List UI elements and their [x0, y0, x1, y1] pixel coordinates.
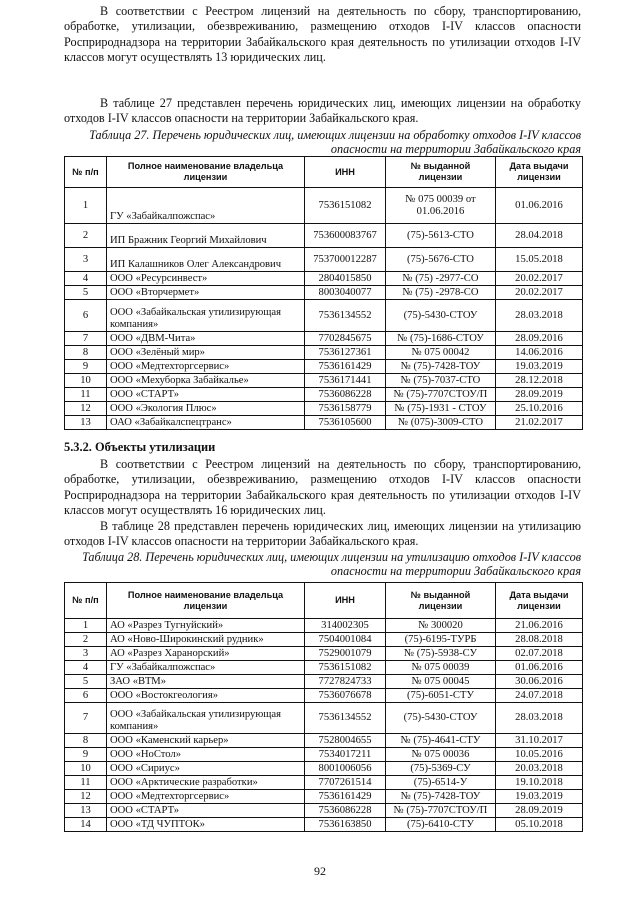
cell-owner-name: ООО «Медтехторгсервис» [107, 360, 305, 374]
table-row [65, 647, 583, 661]
table-row [65, 804, 583, 818]
cell-inn: 7536161429 [305, 790, 386, 804]
cell-license-number: № 075 00039 от 01.06.2016 [386, 188, 496, 224]
cell-owner-name: ИП Калашников Олег Александрович [107, 248, 305, 272]
cell-owner-name: ООО «Забайкальская утилизирующая компания» [107, 300, 305, 332]
cell-num: 10 [65, 374, 107, 388]
cell-issue-date: 24.07.2018 [496, 689, 583, 703]
paragraph-table28-intro: В таблице 28 представлен перечень юридических лиц, имеющих лицензии на утилизацию отходов I-IV классов опасности на территории Забайкальского края. [64, 519, 581, 549]
paragraph-intro-processing: В соответствии с Реестром лицензий на деятельность по сбору, транспортированию, обработке, утилизации, обезвреживанию, размещению отходов I-IV классов опасности Росприроднадзора на территории Забайкальского края деятельность по утилизации отходов I-IV классов могут осуществлять 13 юридических лиц. [64, 4, 581, 64]
cell-num: 2 [65, 224, 107, 248]
cell-inn: 7536086228 [305, 388, 386, 402]
cell-license-number: (75)-6051-СТУ [386, 689, 496, 703]
cell-owner-name: ООО «Каменский карьер» [107, 734, 305, 748]
cell-inn: 7536134552 [305, 703, 386, 734]
cell-owner-name: ООО «Сириус» [107, 762, 305, 776]
cell-issue-date: 28.09.2019 [496, 388, 583, 402]
header-date: Дата выдачи лицензии [496, 583, 583, 619]
table27 [64, 156, 583, 430]
cell-license-number: № 075 00039 [386, 661, 496, 675]
cell-issue-date: 14.06.2016 [496, 346, 583, 360]
cell-issue-date: 28.04.2018 [496, 224, 583, 248]
cell-inn: 7727824733 [305, 675, 386, 689]
cell-owner-name: ООО «Экология Плюс» [107, 402, 305, 416]
table27-body [65, 188, 583, 430]
cell-num: 14 [65, 818, 107, 832]
table-row [65, 388, 583, 402]
cell-inn: 7536151082 [305, 188, 386, 224]
cell-license-number: № (75)-4641-СТУ [386, 734, 496, 748]
cell-license-number: № (75)-7707СТОУ/П [386, 388, 496, 402]
paragraph-intro-utilization: В соответствии с Реестром лицензий на деятельность по сбору, транспортированию, обработке, утилизации, обезвреживанию, размещению отходов I-IV классов опасности Росприроднадзора на территории Забайкальского края деятельность по утилизации отходов I-IV классов могут осуществлять 16 юридических лиц. [64, 457, 581, 517]
table-row [65, 675, 583, 689]
cell-issue-date: 19.10.2018 [496, 776, 583, 790]
table-row [65, 360, 583, 374]
cell-inn: 7536134552 [305, 300, 386, 332]
cell-owner-name: ООО «СТАРТ» [107, 804, 305, 818]
cell-license-number: № (75)-5938-СУ [386, 647, 496, 661]
cell-license-number: № (075)-3009-СТО [386, 416, 496, 430]
cell-inn: 7536151082 [305, 661, 386, 675]
cell-inn: 7534017211 [305, 748, 386, 762]
cell-issue-date: 20.03.2018 [496, 762, 583, 776]
table-row [65, 703, 583, 734]
cell-owner-name: ГУ «Забайкалпожспас» [107, 661, 305, 675]
cell-num: 11 [65, 388, 107, 402]
table27-caption: Таблица 27. Перечень юридических лиц, имеющих лицензии на обработку отходов I-IV классов опасности на территории Забайкальского края [89, 128, 581, 156]
cell-inn: 7536086228 [305, 804, 386, 818]
cell-license-number: № 075 00042 [386, 346, 496, 360]
cell-inn: 7536105600 [305, 416, 386, 430]
table28-caption: Таблица 28. Перечень юридических лиц, имеющих лицензии на утилизацию отходов I-IV классов опасности на территории Забайкальского края [82, 550, 581, 578]
cell-issue-date: 28.09.2019 [496, 804, 583, 818]
table-row [65, 762, 583, 776]
cell-owner-name: АО «Разрез Харанорский» [107, 647, 305, 661]
header-license: № выданной лицензии [386, 583, 496, 619]
table28 [64, 582, 583, 832]
cell-num: 9 [65, 360, 107, 374]
cell-num: 6 [65, 689, 107, 703]
paragraph-table27-intro: В таблице 27 представлен перечень юридических лиц, имеющих лицензии на обработку отходов I-IV классов опасности на территории Забайкальского края. [64, 96, 581, 126]
cell-license-number: (75)-6410-СТУ [386, 818, 496, 832]
cell-num: 9 [65, 748, 107, 762]
cell-license-number: (75)-5676-СТО [386, 248, 496, 272]
cell-inn: 7529001079 [305, 647, 386, 661]
cell-issue-date: 21.02.2017 [496, 416, 583, 430]
cell-license-number: № (75) -2977-СО [386, 272, 496, 286]
cell-num: 4 [65, 272, 107, 286]
cell-issue-date: 01.06.2016 [496, 188, 583, 224]
cell-license-number: № (75)-1686-СТОУ [386, 332, 496, 346]
cell-inn: 314002305 [305, 619, 386, 633]
cell-license-number: № (75)-7707СТОУ/П [386, 804, 496, 818]
cell-issue-date: 28.12.2018 [496, 374, 583, 388]
table-row [65, 332, 583, 346]
table-row [65, 734, 583, 748]
table-row [65, 619, 583, 633]
cell-owner-name: ООО «ДВМ-Чита» [107, 332, 305, 346]
table28-body [65, 619, 583, 832]
cell-inn: 7707261514 [305, 776, 386, 790]
cell-issue-date: 02.07.2018 [496, 647, 583, 661]
cell-issue-date: 19.03.2019 [496, 360, 583, 374]
header-name: Полное наименование владельца лицензии [107, 157, 305, 188]
cell-num: 7 [65, 332, 107, 346]
cell-inn: 753600083767 [305, 224, 386, 248]
cell-license-number: (75)-6195-ТУРБ [386, 633, 496, 647]
cell-inn: 7536163850 [305, 818, 386, 832]
cell-issue-date: 25.10.2016 [496, 402, 583, 416]
cell-license-number: № (75)-7428-ТОУ [386, 360, 496, 374]
table-row [65, 661, 583, 675]
cell-license-number: № (75)-1931 - СТОУ [386, 402, 496, 416]
cell-num: 8 [65, 346, 107, 360]
cell-owner-name: ООО «Арктические разработки» [107, 776, 305, 790]
table-row [65, 224, 583, 248]
table-row [65, 248, 583, 272]
cell-owner-name: ООО «Мехуборка Забайкалье» [107, 374, 305, 388]
cell-license-number: (75)-5613-СТО [386, 224, 496, 248]
cell-issue-date: 28.09.2016 [496, 332, 583, 346]
cell-owner-name: ООО «СТАРТ» [107, 388, 305, 402]
cell-inn: 8003040077 [305, 286, 386, 300]
table-row [65, 188, 583, 224]
cell-inn: 7536161429 [305, 360, 386, 374]
header-date: Дата выдачи лицензии [496, 157, 583, 188]
section-heading: 5.3.2. Объекты утилизации [64, 440, 216, 454]
header-inn: ИНН [305, 157, 386, 188]
cell-issue-date: 28.08.2018 [496, 633, 583, 647]
table-row [65, 402, 583, 416]
cell-license-number: (75)-5430-СТОУ [386, 300, 496, 332]
header-license: № выданной лицензии [386, 157, 496, 188]
cell-owner-name: ООО «Зелёный мир» [107, 346, 305, 360]
table-row [65, 776, 583, 790]
cell-inn: 7504001084 [305, 633, 386, 647]
cell-license-number: № (75)-7428-ТОУ [386, 790, 496, 804]
cell-num: 2 [65, 633, 107, 647]
header-num: № п/п [65, 157, 107, 188]
cell-inn: 753700012287 [305, 248, 386, 272]
cell-num: 12 [65, 402, 107, 416]
cell-owner-name: ООО «Вторчермет» [107, 286, 305, 300]
cell-owner-name: АО «Ново-Широкинский рудник» [107, 633, 305, 647]
cell-owner-name: ООО «Медтехторгсервис» [107, 790, 305, 804]
cell-owner-name: ООО «НоСтол» [107, 748, 305, 762]
cell-inn: 2804015850 [305, 272, 386, 286]
cell-owner-name: ООО «Забайкальская утилизирующая компания» [107, 703, 305, 734]
table-row [65, 790, 583, 804]
cell-issue-date: 05.10.2018 [496, 818, 583, 832]
cell-num: 10 [65, 762, 107, 776]
cell-issue-date: 21.06.2016 [496, 619, 583, 633]
cell-owner-name: ООО «Востокгеология» [107, 689, 305, 703]
cell-license-number: № 075 00036 [386, 748, 496, 762]
cell-owner-name: ИП Бражник Георгий Михайлович [107, 224, 305, 248]
cell-license-number: (75)-5430-СТОУ [386, 703, 496, 734]
cell-issue-date: 01.06.2016 [496, 661, 583, 675]
cell-issue-date: 31.10.2017 [496, 734, 583, 748]
table-row [65, 300, 583, 332]
cell-issue-date: 28.03.2018 [496, 703, 583, 734]
cell-issue-date: 15.05.2018 [496, 248, 583, 272]
cell-issue-date: 28.03.2018 [496, 300, 583, 332]
cell-license-number: № (75) -2978-СО [386, 286, 496, 300]
cell-num: 13 [65, 416, 107, 430]
table-row [65, 374, 583, 388]
cell-inn: 7536171441 [305, 374, 386, 388]
cell-issue-date: 20.02.2017 [496, 286, 583, 300]
cell-inn: 8001006056 [305, 762, 386, 776]
cell-inn: 7536127361 [305, 346, 386, 360]
table-row [65, 416, 583, 430]
cell-owner-name: ООО «Ресурсинвест» [107, 272, 305, 286]
cell-num: 13 [65, 804, 107, 818]
table-row [65, 286, 583, 300]
cell-num: 1 [65, 619, 107, 633]
cell-owner-name: ЗАО «ВТМ» [107, 675, 305, 689]
table-row [65, 689, 583, 703]
cell-num: 8 [65, 734, 107, 748]
table-row [65, 748, 583, 762]
cell-license-number: (75)-6514-У [386, 776, 496, 790]
cell-num: 3 [65, 248, 107, 272]
cell-inn: 7536158779 [305, 402, 386, 416]
cell-owner-name: ГУ «Забайкалпожспас» [107, 188, 305, 224]
cell-issue-date: 30.06.2016 [496, 675, 583, 689]
table-row [65, 346, 583, 360]
table-row [65, 272, 583, 286]
header-inn: ИНН [305, 583, 386, 619]
cell-license-number: № 300020 [386, 619, 496, 633]
cell-num: 5 [65, 675, 107, 689]
cell-owner-name: АО «Разрез Тугнуйский» [107, 619, 305, 633]
cell-license-number: (75)-5369-СУ [386, 762, 496, 776]
table27-header-row [65, 157, 583, 188]
cell-num: 5 [65, 286, 107, 300]
cell-issue-date: 10.05.2016 [496, 748, 583, 762]
cell-inn: 7528004655 [305, 734, 386, 748]
cell-num: 6 [65, 300, 107, 332]
cell-issue-date: 19.03.2019 [496, 790, 583, 804]
cell-num: 7 [65, 703, 107, 734]
cell-num: 1 [65, 188, 107, 224]
cell-num: 3 [65, 647, 107, 661]
cell-num: 12 [65, 790, 107, 804]
page-number: 92 [314, 864, 326, 878]
cell-license-number: № 075 00045 [386, 675, 496, 689]
cell-license-number: № (75)-7037-СТО [386, 374, 496, 388]
cell-inn: 7702845675 [305, 332, 386, 346]
cell-owner-name: ОАО «Забайкалспецтранс» [107, 416, 305, 430]
table-row [65, 818, 583, 832]
header-name: Полное наименование владельца лицензии [107, 583, 305, 619]
cell-issue-date: 20.02.2017 [496, 272, 583, 286]
cell-owner-name: ООО «ТД ЧУПТОК» [107, 818, 305, 832]
table-row [65, 633, 583, 647]
cell-inn: 7536076678 [305, 689, 386, 703]
header-num: № п/п [65, 583, 107, 619]
cell-num: 11 [65, 776, 107, 790]
table28-header-row [65, 583, 583, 619]
cell-num: 4 [65, 661, 107, 675]
